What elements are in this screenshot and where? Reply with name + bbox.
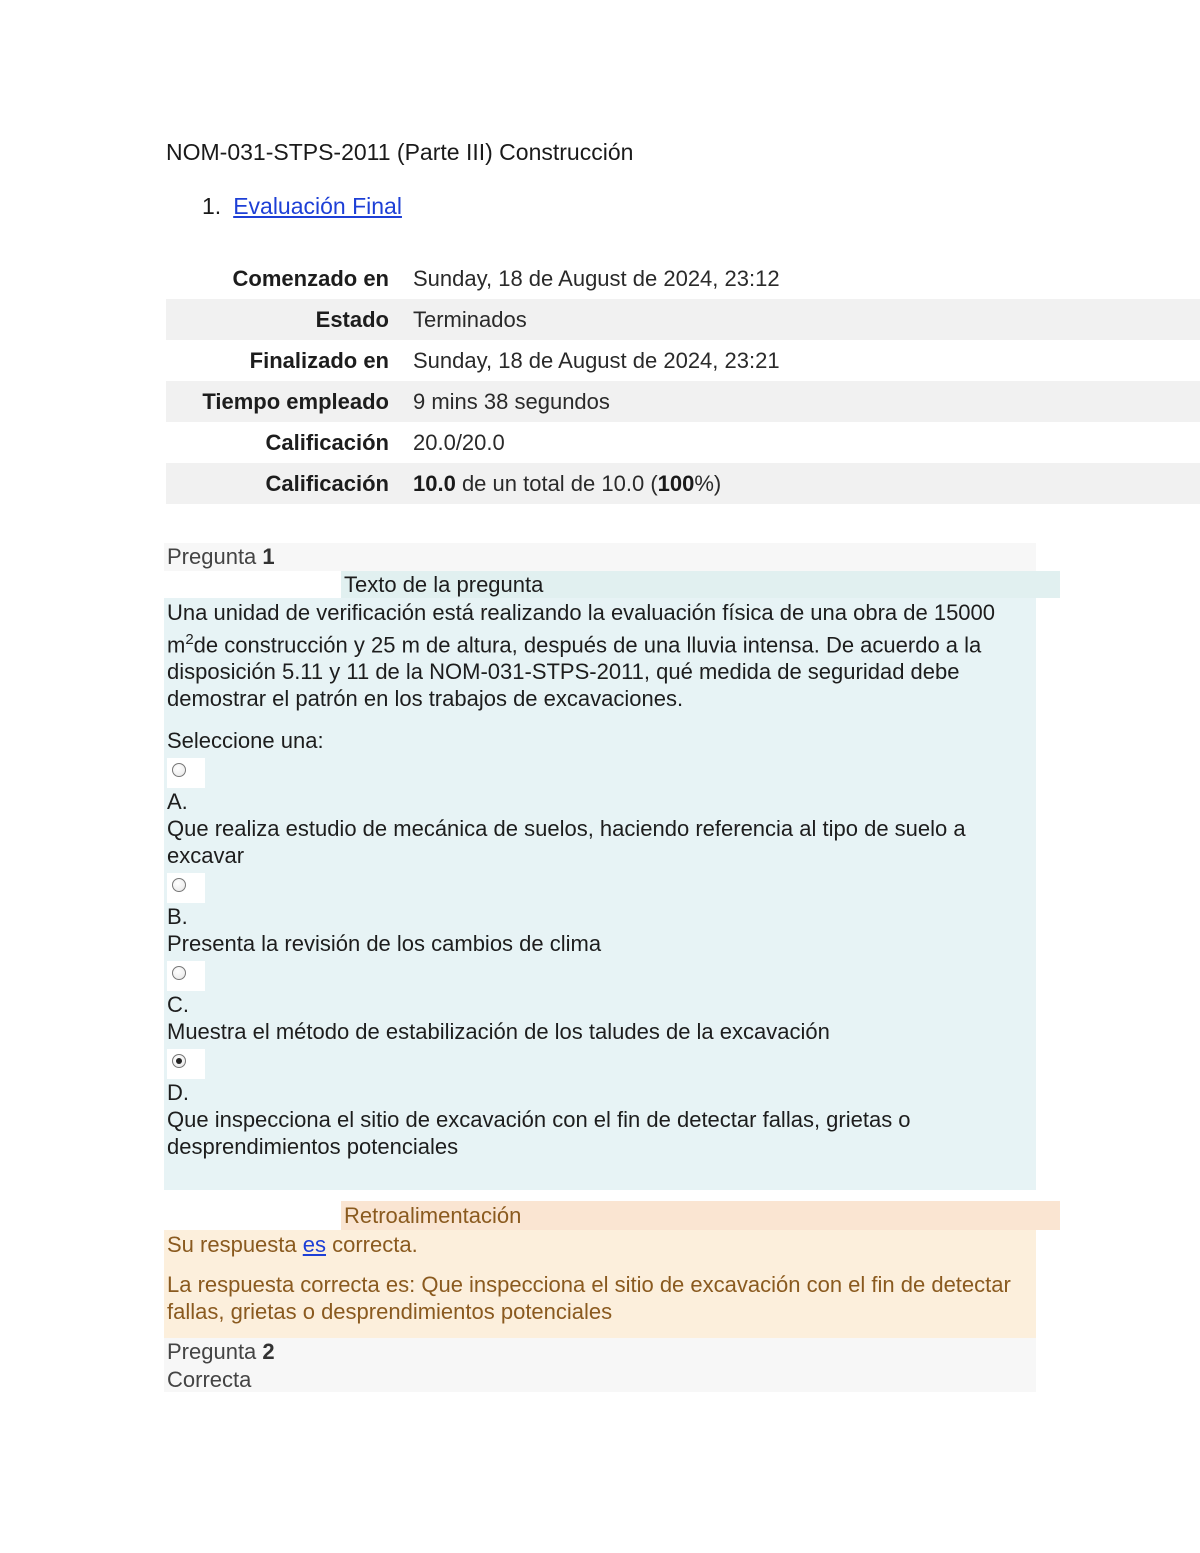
grade-value: 10.0 bbox=[413, 471, 456, 496]
evaluation-link[interactable]: Evaluación Final bbox=[233, 193, 402, 219]
attempt-summary-table bbox=[166, 258, 1200, 504]
question-number: 1 bbox=[262, 544, 275, 569]
question-1-body bbox=[164, 598, 1036, 1190]
question-number: 2 bbox=[262, 1339, 275, 1364]
question-2-title bbox=[167, 1338, 1036, 1366]
answer-prompt: Seleccione una: bbox=[167, 728, 324, 754]
summary-row-grade bbox=[166, 463, 1200, 504]
option-letter: D. bbox=[167, 1080, 189, 1106]
answer-option-d[interactable] bbox=[167, 1049, 1036, 1160]
radio-box bbox=[167, 1049, 205, 1079]
radio-unchecked-icon[interactable] bbox=[172, 763, 186, 777]
option-letter: C. bbox=[167, 992, 189, 1018]
summary-label: Calificación bbox=[265, 471, 389, 496]
grade-percent-suffix: %) bbox=[694, 471, 722, 496]
option-text: Que realiza estudio de mecánica de suelos, haciendo referencia al tipo de suelo a excavar bbox=[167, 816, 966, 869]
option-text: Que inspecciona el sitio de excavación con el fin de detectar fallas, grietas o desprendimientos potenciales bbox=[167, 1107, 911, 1160]
summary-value: Sunday, 18 de August de 2024, 23:12 bbox=[413, 266, 780, 291]
answer-option-c[interactable] bbox=[167, 961, 1036, 1045]
summary-value bbox=[389, 463, 1200, 504]
question-text-part1: Una unidad de verificación está realizando la evaluación física de una obra de 15000 m bbox=[167, 600, 996, 658]
summary-value: Terminados bbox=[413, 307, 527, 332]
breadcrumb-number: 1. bbox=[202, 193, 222, 219]
summary-value: 20.0/20.0 bbox=[413, 430, 505, 455]
question-text-label: Texto de la pregunta bbox=[341, 571, 1060, 598]
feedback-result bbox=[167, 1231, 1036, 1258]
option-letter: B. bbox=[167, 904, 188, 930]
feedback-label: Retroalimentación bbox=[341, 1201, 1060, 1230]
option-text: Muestra el método de estabilización de los taludes de la excavación bbox=[167, 1019, 830, 1045]
feedback-result-pre: Su respuesta bbox=[167, 1232, 303, 1257]
summary-row-finished bbox=[166, 340, 1200, 381]
summary-row-state bbox=[166, 299, 1200, 340]
feedback-body bbox=[164, 1230, 1036, 1338]
summary-row-time bbox=[166, 381, 1200, 422]
grade-total-text: de un total de 10.0 ( bbox=[455, 471, 658, 496]
feedback-result-post: correcta. bbox=[326, 1232, 418, 1257]
question-2-header bbox=[164, 1338, 1036, 1392]
question-2-status: Correcta bbox=[167, 1367, 252, 1392]
summary-row-marks bbox=[166, 422, 1200, 463]
answer-option-a[interactable] bbox=[167, 758, 1036, 869]
question-text bbox=[167, 599, 1036, 712]
course-title: NOM-031-STPS-2011 (Parte III) Construcción bbox=[166, 139, 634, 165]
summary-label: Calificación bbox=[265, 430, 389, 455]
summary-value: Sunday, 18 de August de 2024, 23:21 bbox=[413, 348, 780, 373]
question-header-prefix: Pregunta bbox=[167, 544, 263, 569]
question-1-header bbox=[164, 543, 1036, 571]
question-text-superscript: 2 bbox=[185, 631, 194, 648]
summary-label: Tiempo empleado bbox=[202, 389, 389, 414]
grade-percent: 100 bbox=[657, 471, 695, 496]
summary-label: Estado bbox=[315, 307, 389, 332]
summary-value: 9 mins 38 segundos bbox=[413, 389, 610, 414]
radio-box bbox=[167, 758, 205, 788]
answer-option-b[interactable] bbox=[167, 873, 1036, 957]
feedback-result-link[interactable]: es bbox=[302, 1232, 326, 1257]
summary-row-started bbox=[166, 258, 1200, 299]
summary-label: Finalizado en bbox=[249, 348, 389, 373]
question-text-part2: de construcción y 25 m de altura, después de una lluvia intensa. De acuerdo a la disposición 5.11 y 11 de la NOM-031-STPS-2011, qué medida de seguridad debe demostrar el patrón en los trabajos de excavaciones. bbox=[167, 632, 982, 712]
radio-box bbox=[167, 873, 205, 903]
radio-box bbox=[167, 961, 205, 991]
option-letter: A. bbox=[167, 789, 188, 815]
radio-unchecked-icon[interactable] bbox=[172, 966, 186, 980]
radio-unchecked-icon[interactable] bbox=[172, 878, 186, 892]
option-text: Presenta la revisión de los cambios de clima bbox=[167, 931, 602, 957]
correct-answer-text: La respuesta correcta es: Que inspecciona el sitio de excavación con el fin de detectar fallas, grietas o desprendimientos potenciales bbox=[167, 1272, 1011, 1324]
question-header-prefix: Pregunta bbox=[167, 1339, 263, 1364]
summary-label: Comenzado en bbox=[232, 266, 389, 291]
breadcrumb bbox=[202, 193, 402, 220]
radio-checked-icon[interactable] bbox=[172, 1054, 186, 1068]
